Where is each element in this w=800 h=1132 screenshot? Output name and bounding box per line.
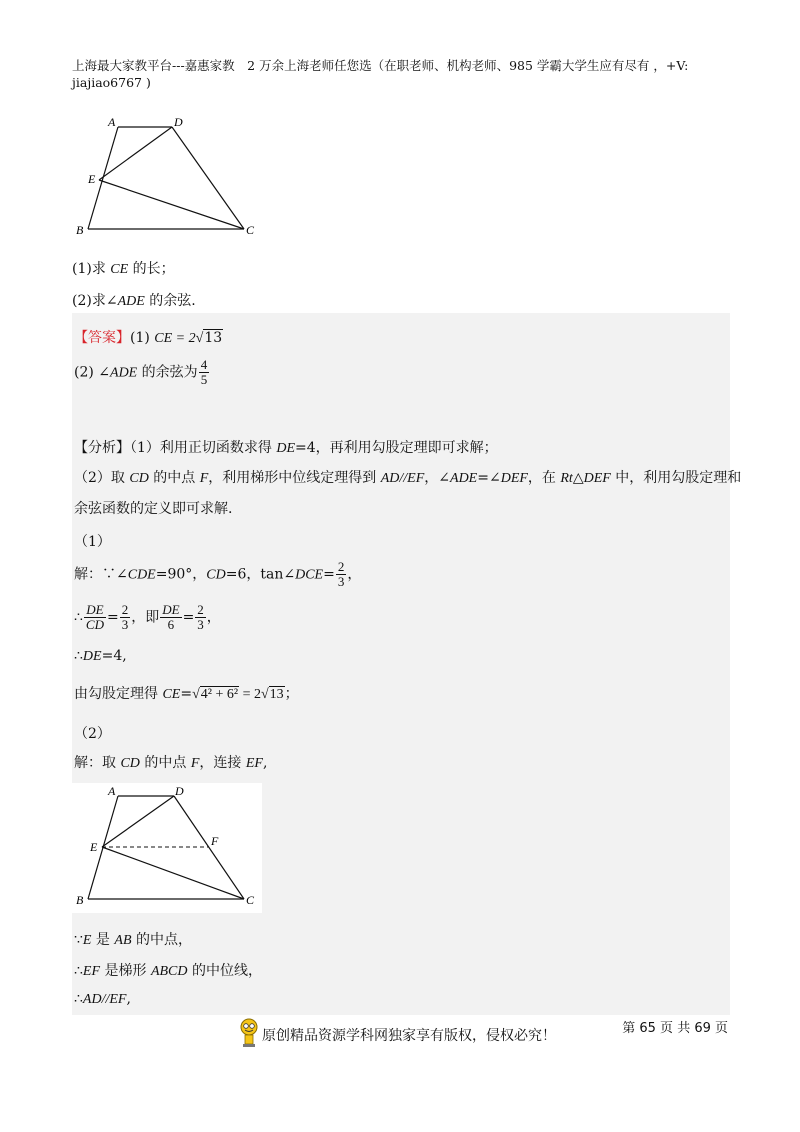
solution1-label: （1） [74,534,111,550]
answer-line-1: 【答案】(1) CE = 2√13 [74,330,223,346]
fig2-edge-ed [102,796,174,847]
solution1-line-1: 解：∵∠CDE=90°，CD=6，tan∠DCE= $\frac{2}{3}$ ， [74,559,362,589]
trapezoid-figure-1 [72,112,262,240]
fig1-label-a: A [108,115,116,129]
fig1-label-b: B [76,223,84,237]
header-line-2: jiajiao6767 ) [72,75,151,90]
page-header [72,57,732,91]
solution1-line-3: ∴DE=4, [74,648,127,664]
fig2-edge-ec [102,847,244,899]
answer-line-2: (2) ∠ADE 的余弦为 $\frac{4}{5}$ [74,357,208,387]
header-line-1: 上海最大家教平台---嘉惠家教 2 万余上海老师任您选（在职老师、机构老师、985 学霸大学生应有尽有 ，+V: [72,58,689,73]
solution2-line-3: ∴EF 是梯形 ABCD 的中位线， [74,963,262,979]
analysis-line-1: 【分析】（1）利用正切函数求得 DE=4，再利用勾股定理即可求解； [74,440,498,456]
fig2-label-f: F [211,834,219,848]
answer-fraction: $\frac{4}{5}$ [200,357,208,387]
fig2-label-a: A [108,784,116,798]
solution2-line-2: ∵E 是 AB 的中点， [74,932,192,948]
answer-tag: 【答案】 [74,330,130,346]
fig1-edge-dc [172,127,244,229]
solution1-line-4: 由勾股定理得 CE=√4² + 6² = 2√13； [74,686,299,702]
question-1: (1)求 CE 的长； [72,261,175,277]
copyright-notice: 原创精品资源学科网独家享有版权，侵权必究！ [262,1028,556,1044]
fig2-label-e: E [90,840,98,854]
fig2-label-d: D [175,784,184,798]
fig1-edge-ec [99,180,244,229]
fig2-label-c: C [246,893,255,907]
solution2-label: （2） [74,726,111,742]
mascot-icon [238,1018,260,1048]
fig2-label-b: B [76,893,84,907]
question-2: (2)求∠ADE 的余弦. [72,293,196,309]
solution2-line-4: ∴AD//EF, [74,991,131,1007]
analysis-line-2: （2）取 CD 的中点 F，利用梯形中位线定理得到 AD//EF，∠ADE=∠DEF，在 Rt△DEF 中，利用勾股定理和 [74,470,742,486]
analysis-line-3: 余弦函数的定义即可求解. [74,501,233,517]
fig1-label-d: D [174,115,183,129]
page-number: 第 65 页 共 69 页 [622,1021,728,1036]
solution2-line-1: 解：取 CD 的中点 F，连接 EF, [74,755,268,771]
fig1-label-c: C [246,223,255,237]
fig1-label-e: E [88,172,96,186]
solution1-line-2: ∴ $\frac{DE}{CD}$ = $\frac{2}{3}$ ，即 $\frac{DE}{6}$ = $\frac{2}{3}$ ， [74,602,221,632]
trapezoid-figure-2 [72,783,262,913]
